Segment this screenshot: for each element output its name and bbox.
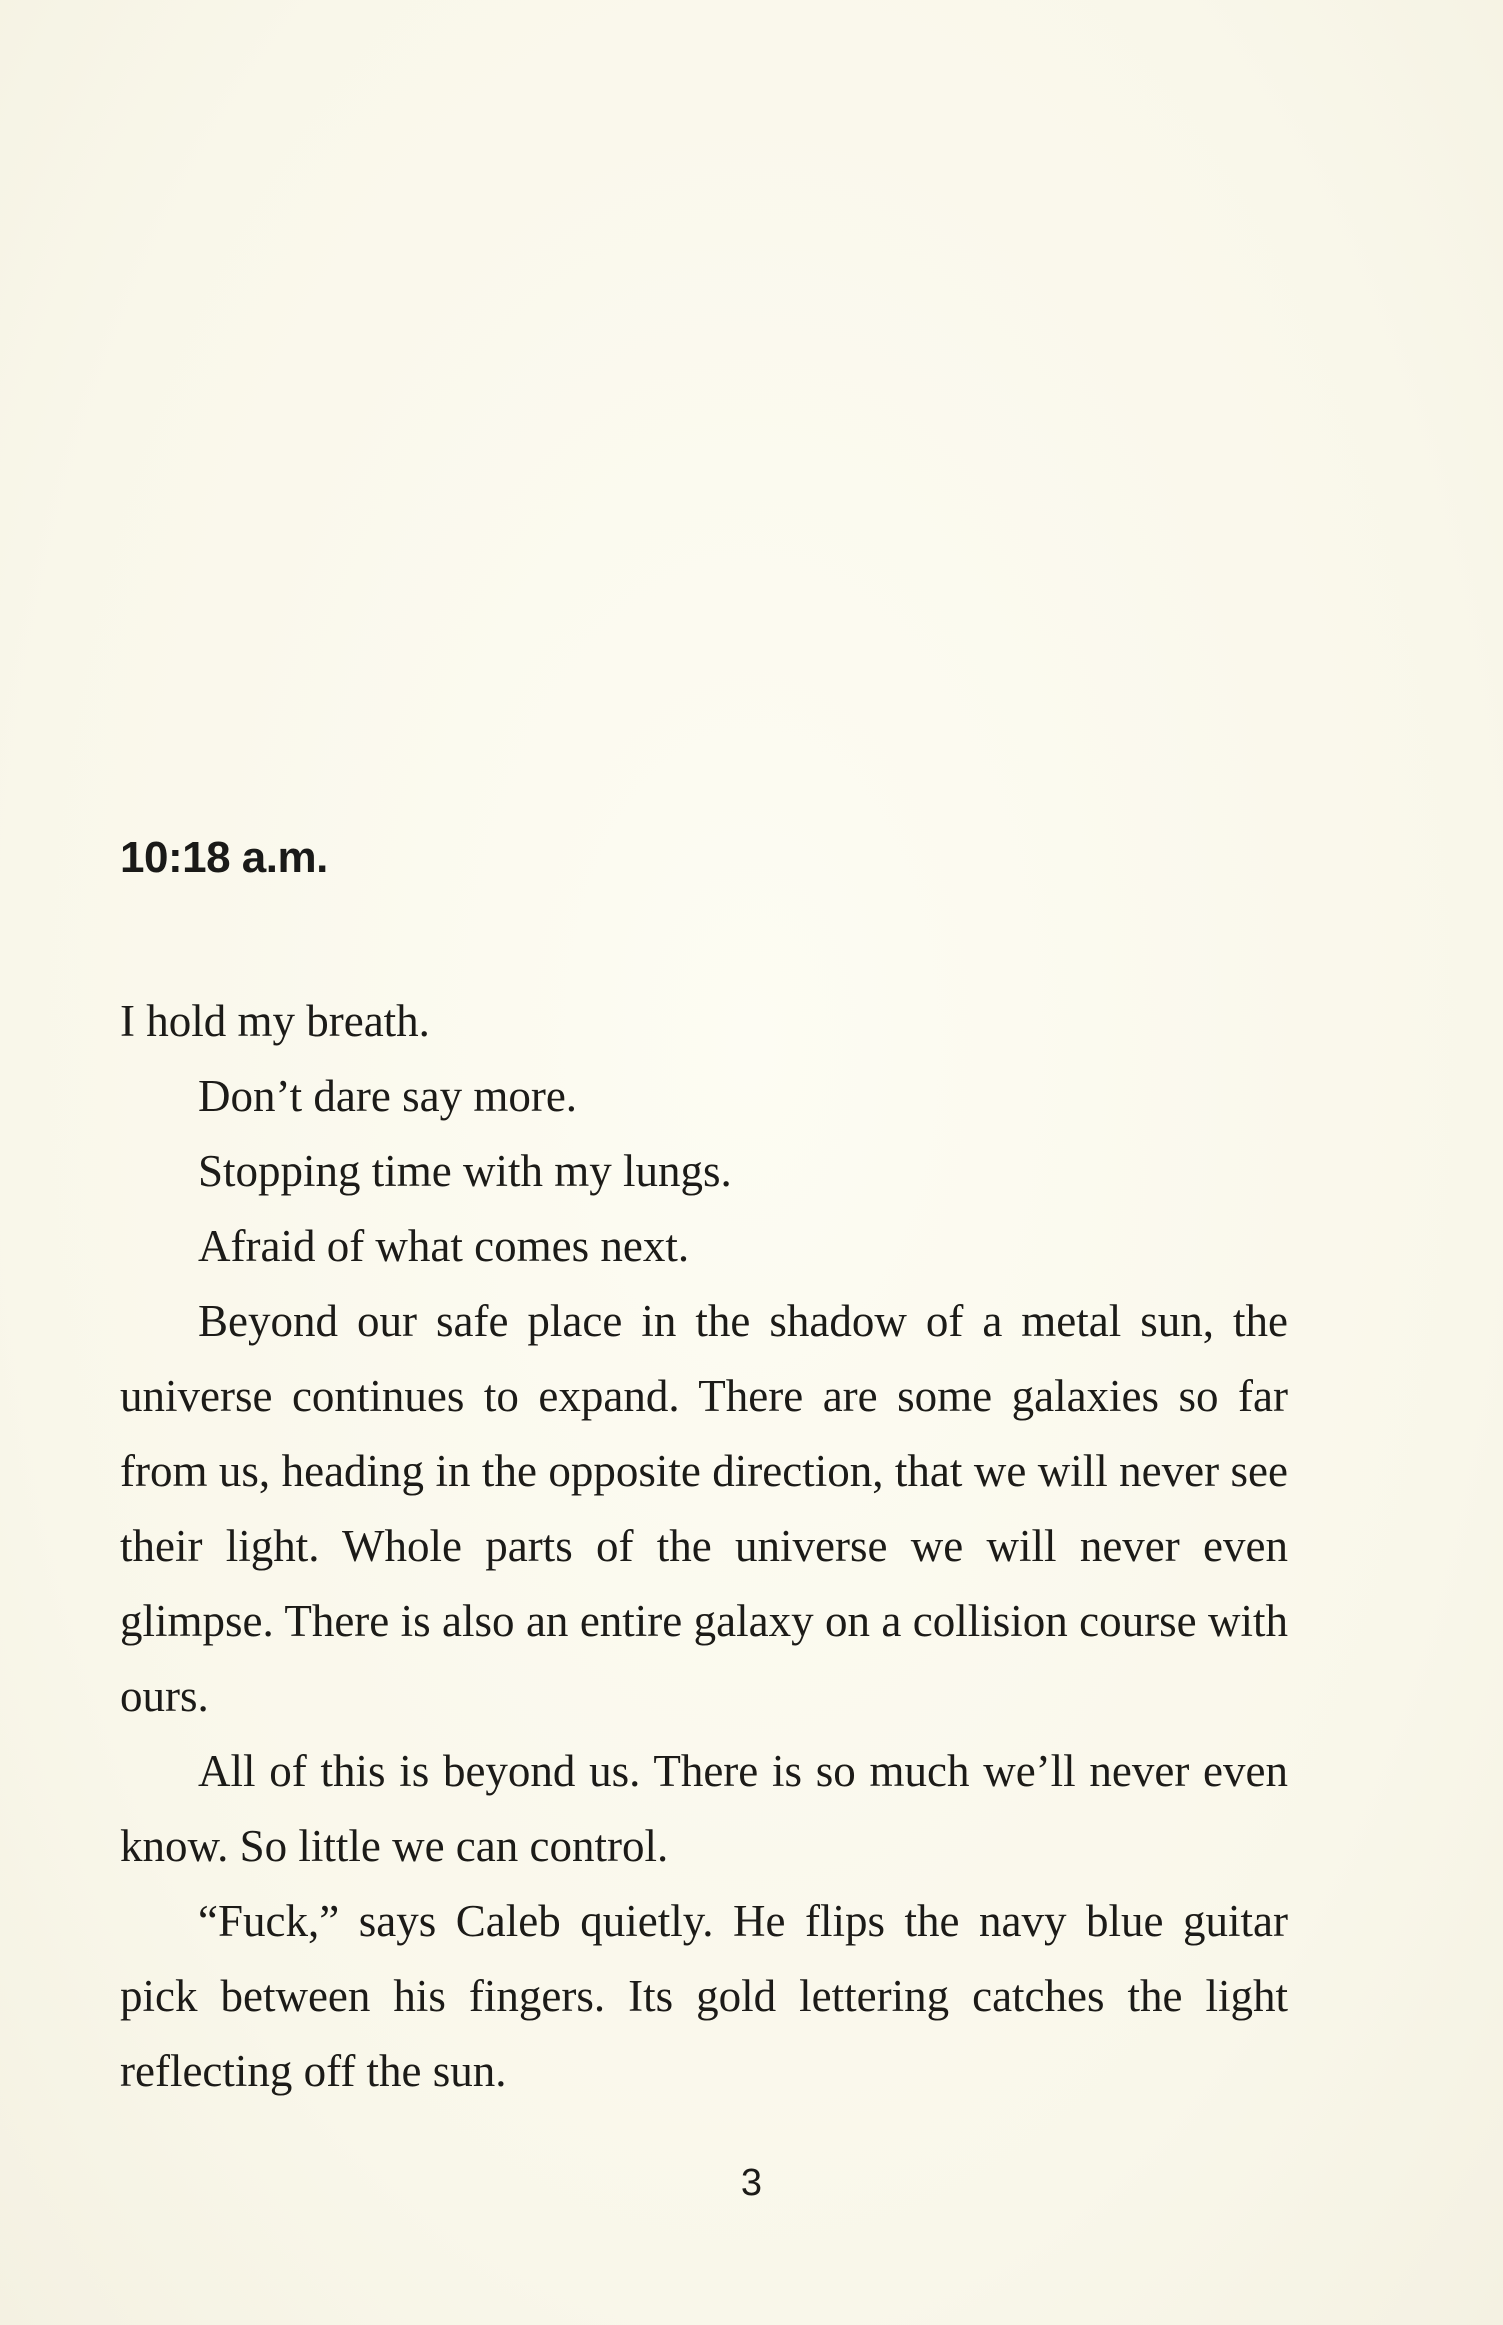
page-number: 3: [740, 2162, 763, 2204]
paragraph: All of this is beyond us. There is so much we’ll never even know. So little we can control.: [120, 1746, 1288, 1871]
paragraph: Afraid of what comes next.: [198, 1221, 690, 1271]
body-text: [120, 984, 1288, 2109]
paragraph: Stopping time with my lungs.: [198, 1146, 732, 1196]
chapter-heading: 10:18 a.m.: [120, 833, 328, 882]
paragraph: Don’t dare say more.: [198, 1071, 578, 1121]
paragraph: Beyond our safe place in the shadow of a metal sun, the universe continues to expand. There are some galaxies so far from us, heading in the opposite direction, that we will never see their light. Whole parts of the universe we will never even glimpse. There is also an entire galaxy on a collision course with ours.: [120, 1296, 1288, 1721]
paragraph: “Fuck,” says Caleb quietly. He flips the navy blue guitar pick between his fingers. Its gold lettering catches the light reflecting off the sun.: [120, 1896, 1288, 2096]
paragraph: I hold my breath.: [120, 996, 430, 1046]
